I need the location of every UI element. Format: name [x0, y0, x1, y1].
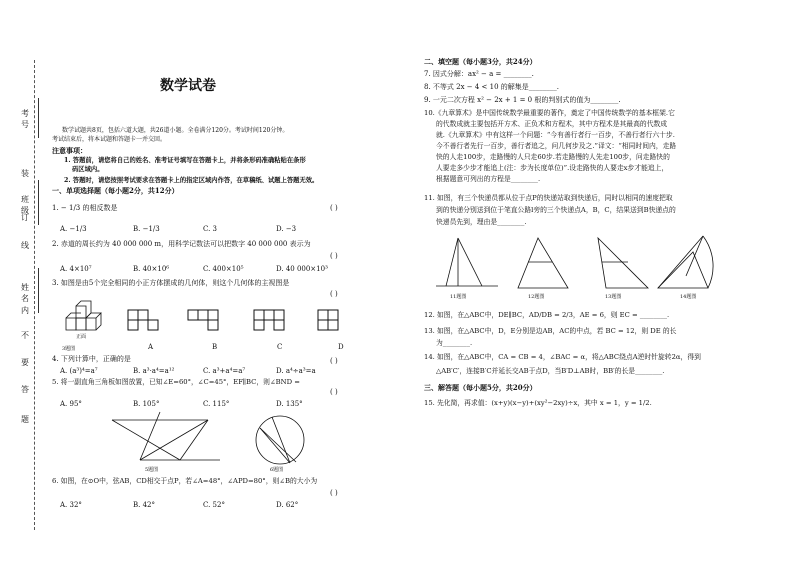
question-7: 7. 因式分解：ax² − a = ________.: [424, 70, 534, 78]
q3-option-d-view: [318, 310, 338, 330]
margin-label-bu: 不: [21, 331, 29, 340]
q6-option-d: D. 62°: [276, 501, 299, 509]
intro-line-2: 考试结束后，将本试题和答题卡一并交回。: [52, 136, 167, 143]
question-10-line-1: 10.《九章算术》是中国传统数学最重要的著作，奠定了中国传统数学的基本框架.它: [424, 109, 675, 117]
intro-line-1: 数学试题共8页，包括六道大题，共26道小题。全卷满分120分。考试时间120分钟。: [62, 127, 289, 134]
margin-label-da: 答: [21, 385, 29, 394]
fig12-triangle: [518, 238, 568, 288]
q4-option-a: A. (a³)⁴=a⁷: [60, 367, 98, 375]
q6-option-a: A. 32°: [60, 501, 82, 509]
question-11-line-1: 11. 如图，有三个快递员都从位于点P的快递站取到快递后，同时以相同的速度把取: [424, 194, 673, 202]
q3-option-d: D: [338, 343, 344, 351]
question-10-line-3: 就.《九章算术》中有这样一个问题：“今有善行者行一百步，不善行者行六十步.: [436, 131, 675, 139]
question-10-line-7: 根据题意可列出的方程是________.: [436, 175, 541, 183]
q2-option-a: A. 4×10⁷: [60, 265, 92, 273]
fig11-road: [436, 238, 498, 286]
fig13-caption: 13题图: [605, 294, 622, 300]
q3-option-c-view: [254, 310, 284, 330]
question-5: 5. 将一副直角三角板如图放置，已知∠E=60°，∠C=45°，EF∥BC，则∠BND =: [52, 378, 300, 386]
q5-option-a: A. 95°: [60, 400, 82, 408]
answer-paren-2: ( ): [330, 252, 338, 260]
question-2: 2. 赤道的周长约为 40 000 000 m，用科学记数法可以把数字 40 000 000 表示为: [52, 240, 311, 248]
q5-option-c: C. 115°: [203, 400, 230, 408]
fig14-caption: 14题图: [680, 294, 697, 300]
question-15: 15. 先化简，再求值：(x+y)(x−y)+(xy²−2xy)÷x，其中 x = 1，y = 1/2.: [424, 399, 652, 407]
margin-label-class: 班级: [21, 195, 29, 215]
q2-option-d: D. 40 000×10³: [276, 265, 328, 273]
question-3: 3. 如图是由5个完全相同的小正方体摆成的几何体，则这个几何体的主视图是: [52, 279, 290, 287]
margin-label-ti: 题: [21, 415, 29, 424]
margin-label-yao: 要: [21, 358, 29, 367]
q1-option-a: A. −1/3: [60, 225, 87, 233]
fig5-caption: 5题图: [145, 467, 159, 473]
question-10-line-4: 今不善行者先行一百步，善行者追之，问几何步及之.”译文：“相同时间内，走路: [436, 142, 677, 150]
notice-title: 注意事项：: [52, 146, 87, 155]
answer-paren-1: ( ): [330, 204, 338, 212]
section-1-heading: 一、单项选择题（每小题2分，共12分）: [52, 186, 179, 195]
q4-option-c: C. a³+a⁴=a⁷: [203, 367, 246, 375]
notice-1b: 码区域内。: [72, 166, 104, 173]
notice-2: 2. 答题时，请您按照考试要求在答题卡上的指定区域内作答，在草稿纸、试题上答题无效。: [64, 177, 319, 184]
fig5-triangles: [112, 412, 220, 460]
q1-option-d: D. −3: [276, 225, 297, 233]
question-14-line-2: △AB′C′，连接B′C并延长交AB于点D，当B′D⊥AB时，BB′的长是________.: [436, 367, 665, 375]
field-line-class: [38, 180, 39, 225]
question-11-line-2: 到的快递分别送到位于笔直公路l旁的三个快递点A，B，C，结果送到B快递点的: [436, 206, 676, 214]
margin-label-xian: 线: [21, 241, 29, 250]
question-6: 6. 如图，在⊙O中，弦AB，CD相交于点P，若∠A=48°，∠APD=80°，则∠B的大小为: [52, 477, 318, 485]
margin-label-nei: 内: [21, 306, 29, 315]
question-4: 4. 下列计算中，正确的是: [52, 355, 131, 363]
q5-option-d: D. 135°: [276, 400, 303, 408]
fig12-caption: 12题图: [528, 294, 545, 300]
fig13-triangle: [598, 238, 648, 288]
question-12: 12. 如图，在△ABC中，DE∥BC，AD/DB = 2/3，AE = 6，则 EC = ________.: [424, 311, 670, 319]
q6-option-c: C. 52°: [203, 501, 225, 509]
question-13-line-1: 13. 如图，在△ABC中，D，E分别是边AB，AC的中点，若 BC = 12，则 DE 的长: [424, 327, 677, 335]
answer-paren-6: ( ): [330, 489, 338, 497]
q4-option-d: D. a⁴÷a³=a: [276, 367, 316, 375]
margin-label-name: 姓名: [21, 283, 29, 303]
answer-paren-5: ( ): [330, 388, 338, 396]
question-10-line-5: 快的人走100步，走路慢的人只走60步.若走路慢的人先走100步，问走路快的: [436, 153, 670, 161]
q3-option-b: B: [212, 343, 218, 351]
q2-option-c: C. 400×10⁵: [203, 265, 244, 273]
field-line-name: [38, 268, 39, 313]
q5-option-b: B. 105°: [133, 400, 160, 408]
fig5-fig6: [100, 410, 360, 480]
page-title: 数学试卷: [160, 78, 216, 94]
question-8: 8. 不等式 2x − 4 < 10 的解集是________.: [424, 83, 559, 91]
q3-caption: 3题图: [62, 346, 76, 352]
q1-option-b: B. −1/3: [133, 225, 160, 233]
margin-label-ding: 订: [21, 213, 29, 222]
fig11-caption: 11题图: [450, 294, 467, 300]
question-1: 1. − 1/3 的相反数是: [52, 204, 118, 212]
q3-option-a: A: [148, 343, 154, 351]
margin-label-zhuang: 装: [21, 169, 29, 178]
fig6-circle: [256, 416, 304, 464]
binding-line: [34, 60, 35, 530]
question-13-line-2: 为________.: [436, 339, 473, 347]
q3-option-b-view: [188, 310, 218, 330]
fig11-14: [428, 232, 728, 302]
q3-option-a-view: [128, 310, 158, 330]
q2-option-b: B. 40×10⁶: [133, 265, 170, 273]
q3-3d-solid: [66, 301, 101, 330]
question-14-line-1: 14. 如图，在△ABC中，CA = CB = 4，∠BAC = α，将△ABC绕点A逆时针旋转2α，得到: [424, 353, 701, 361]
fig6-caption: 6题图: [270, 467, 284, 473]
q3-option-c: C: [277, 343, 283, 351]
q1-option-c: C. 3: [203, 225, 218, 233]
q4-option-b: B. a³·a⁴=a¹²: [133, 367, 175, 375]
question-10-line-6: 人要走多少步才能追上(注：步为长度单位)”.设走路快的人要走x步才能追上，: [436, 164, 669, 172]
question-9: 9. 一元二次方程 x² − 2x + 1 = 0 根的判别式的值为________.: [424, 96, 621, 104]
q6-option-b: B. 42°: [133, 501, 156, 509]
question-10-line-2: 的代数成就主要包括开方术、正负术和方程术，其中方程术是其最高的代数成: [436, 120, 668, 128]
notice-1a: 1. 答题前，请您将自己的姓名、准考证号填写在答题卡上，并将条形码准确粘贴在条形: [64, 157, 306, 164]
answer-paren-4: ( ): [330, 357, 338, 365]
section-3-heading: 三、解答题（每小题5分，共20分）: [424, 383, 537, 392]
fig14-rotation: [658, 236, 713, 288]
q3-figures: [58, 300, 348, 355]
section-2-heading: 二、填空题（每小题3分，共24分）: [424, 57, 537, 66]
answer-paren-3: ( ): [330, 290, 338, 298]
question-11-line-3: 快递员先到，理由是________.: [436, 218, 527, 226]
q3-front-label: 正面: [76, 334, 87, 340]
field-line-exam-no: [38, 98, 39, 138]
margin-label-exam-no: 考号: [21, 109, 29, 129]
